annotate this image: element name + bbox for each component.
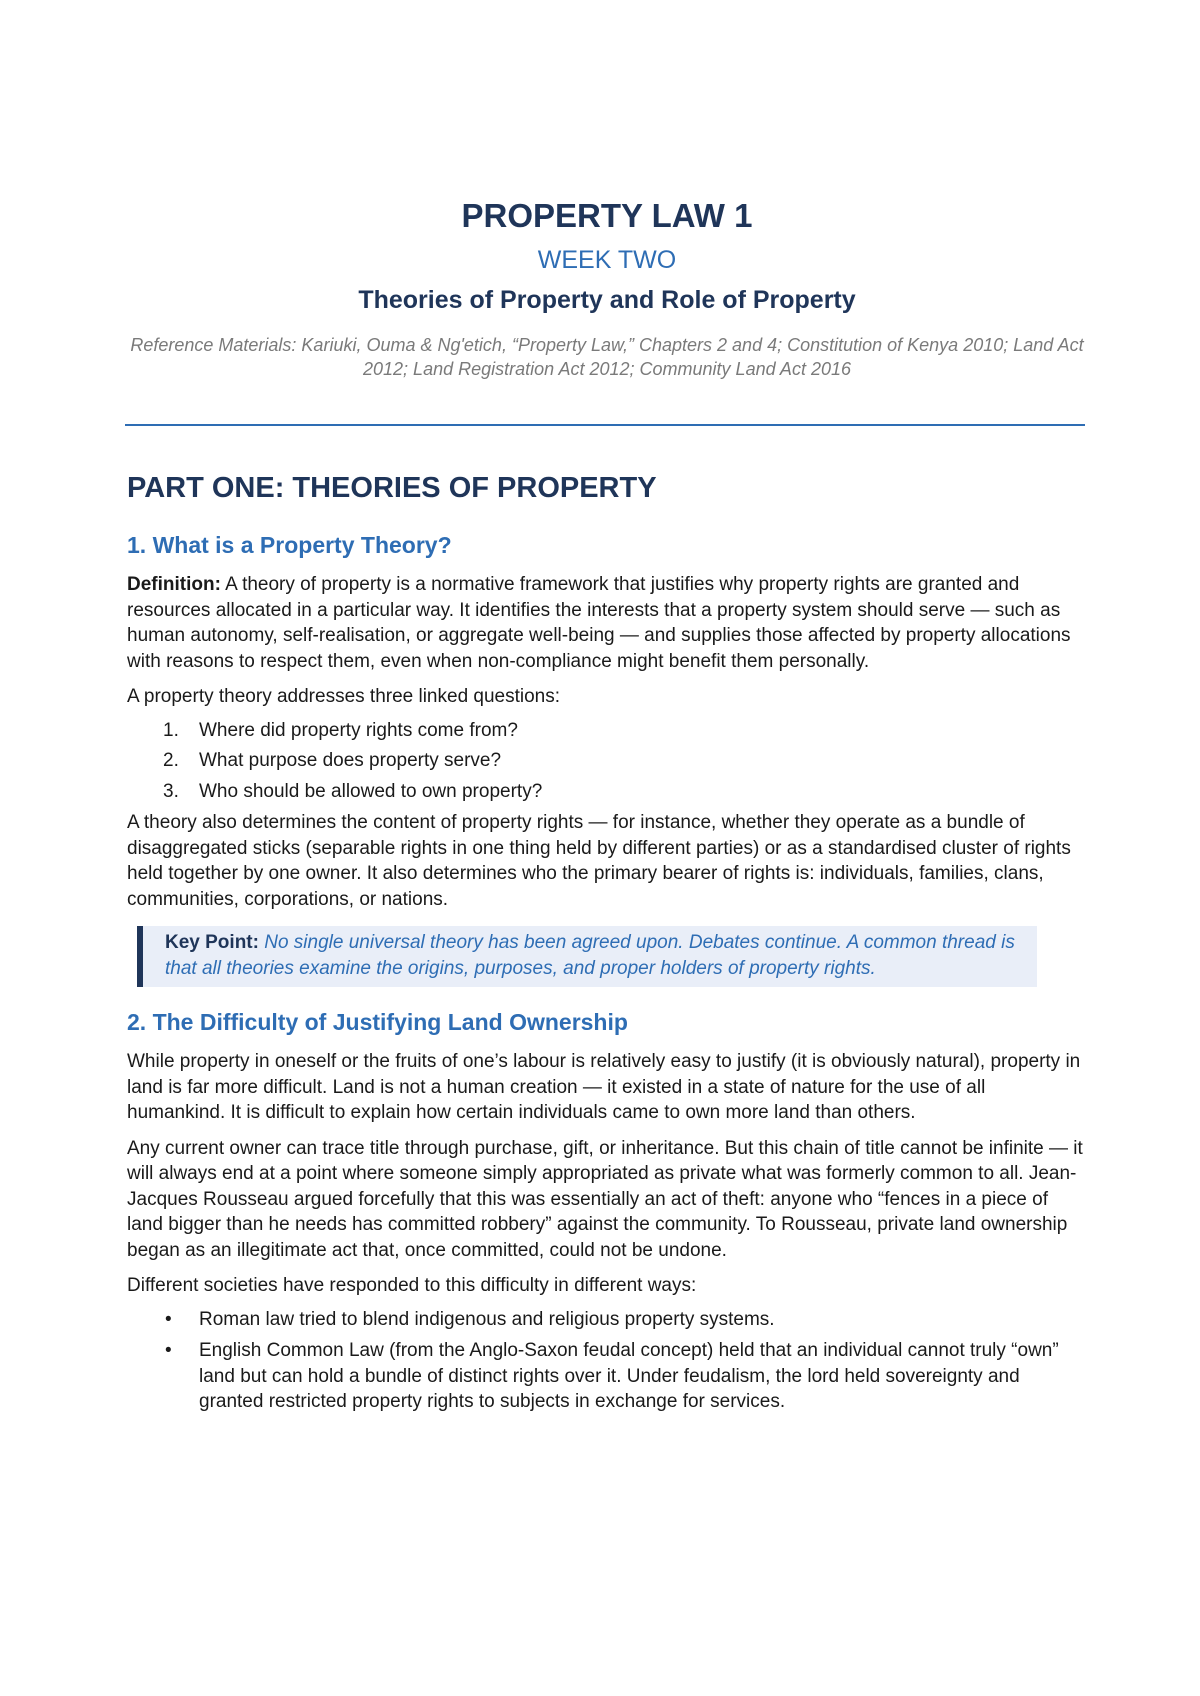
section-heading-1: 1. What is a Property Theory? (127, 532, 452, 558)
reference-materials: Reference Materials: Kariuki, Ouma & Ng'etich, “Property Law,” Chapters 2 and 4; Constitution of Kenya 2010; Land Act 2012; Land Registration Act 2012; Community Land Act 2016 (130, 335, 1084, 379)
definition-label: Definition: (127, 574, 221, 595)
part-heading: PART ONE: THEORIES OF PROPERTY (127, 472, 657, 504)
list-item (127, 718, 1087, 744)
week-label: WEEK TWO (537, 246, 677, 274)
bullet-list (127, 1307, 1087, 1415)
questions-list (127, 718, 1087, 805)
list-item-text: Who should be allowed to own property? (199, 780, 543, 802)
list-item-text: What purpose does property serve? (199, 750, 502, 771)
questions-intro: A property theory addresses three linked questions: (127, 686, 561, 707)
key-point-label: Key Point: (165, 932, 259, 953)
list-item (127, 1307, 1087, 1333)
list-item-text: English Common Law (from the Anglo-Saxon feudal concept) held that an individual cannot truly “own” land but can hold a bundle of distinct rights over it. Under feudalism, the lord held sovereignty and granted restricted property rights to subjects in exchange for services. (199, 1340, 1059, 1412)
bullet-icon: • (165, 1340, 172, 1361)
list-item-text: Where did property rights come from? (199, 719, 518, 741)
bullet-icon: • (165, 1308, 172, 1330)
document-subtitle: Theories of Property and Role of Property (358, 286, 856, 314)
definition-text: A theory of property is a normative framework that justifies why property rights are granted and resources allocated in a particular way. It identifies the interests that a property system should serve — such as human autonomy, self-realisation, or aggregate well-being — and supplies those affected by property allocations with reasons to respect them, even when non-compliance might benefit them personally. (127, 574, 1071, 672)
key-point-callout (137, 926, 1037, 987)
key-point-paragraph (165, 930, 1025, 981)
list-item (127, 748, 1087, 774)
header-divider (125, 424, 1085, 426)
list-intro: Different societies have responded to this difficulty in different ways: (127, 1275, 697, 1296)
list-number: 3. (163, 780, 179, 802)
list-item-text: Roman law tried to blend indigenous and religious property systems. (199, 1308, 775, 1330)
key-point-text: No single universal theory has been agreed upon. Debates continue. A common thread is that all theories examine the origins, purposes, and proper holders of property rights. (165, 932, 1015, 979)
paragraph: While property in oneself or the fruits of one’s labour is relatively easy to justify (it is obviously natural), property in land is far more difficult. Land is not a human creation — it existed in a state of nature for the use of all humankind. It is difficult to explain how certain individuals came to own more land than others. (127, 1051, 1081, 1123)
list-number: 2. (163, 750, 179, 771)
body-flow (127, 470, 1087, 1421)
paragraph: Any current owner can trace title through purchase, gift, or inheritance. But this chain of title cannot be infinite — it will always end at a point where someone simply appropriated as private what was formerly common to all. Jean-Jacques Rousseau argued forcefully that this was essentially an act of theft: anyone who “fences in a piece of land bigger than he needs has committed robbery” against the community. To Rousseau, private land ownership began as an illegitimate act that, once committed, could not be undone. (127, 1137, 1083, 1261)
document-title: PROPERTY LAW 1 (461, 197, 753, 234)
list-number: 1. (163, 719, 179, 741)
list-item (127, 779, 1087, 805)
definition-paragraph (127, 572, 1087, 674)
list-item (127, 1338, 1087, 1415)
content-paragraph: A theory also determines the content of property rights — for instance, whether they operate as a bundle of disaggregated sticks (separable rights in one thing held by different parties) or as a standardised cluster of rights held together by one owner. It also determines who the primary bearer of rights is: individuals, families, clans, communities, corporations, or nations. (127, 812, 1071, 910)
section-heading-2: 2. The Difficulty of Justifying Land Ownership (127, 1009, 628, 1035)
